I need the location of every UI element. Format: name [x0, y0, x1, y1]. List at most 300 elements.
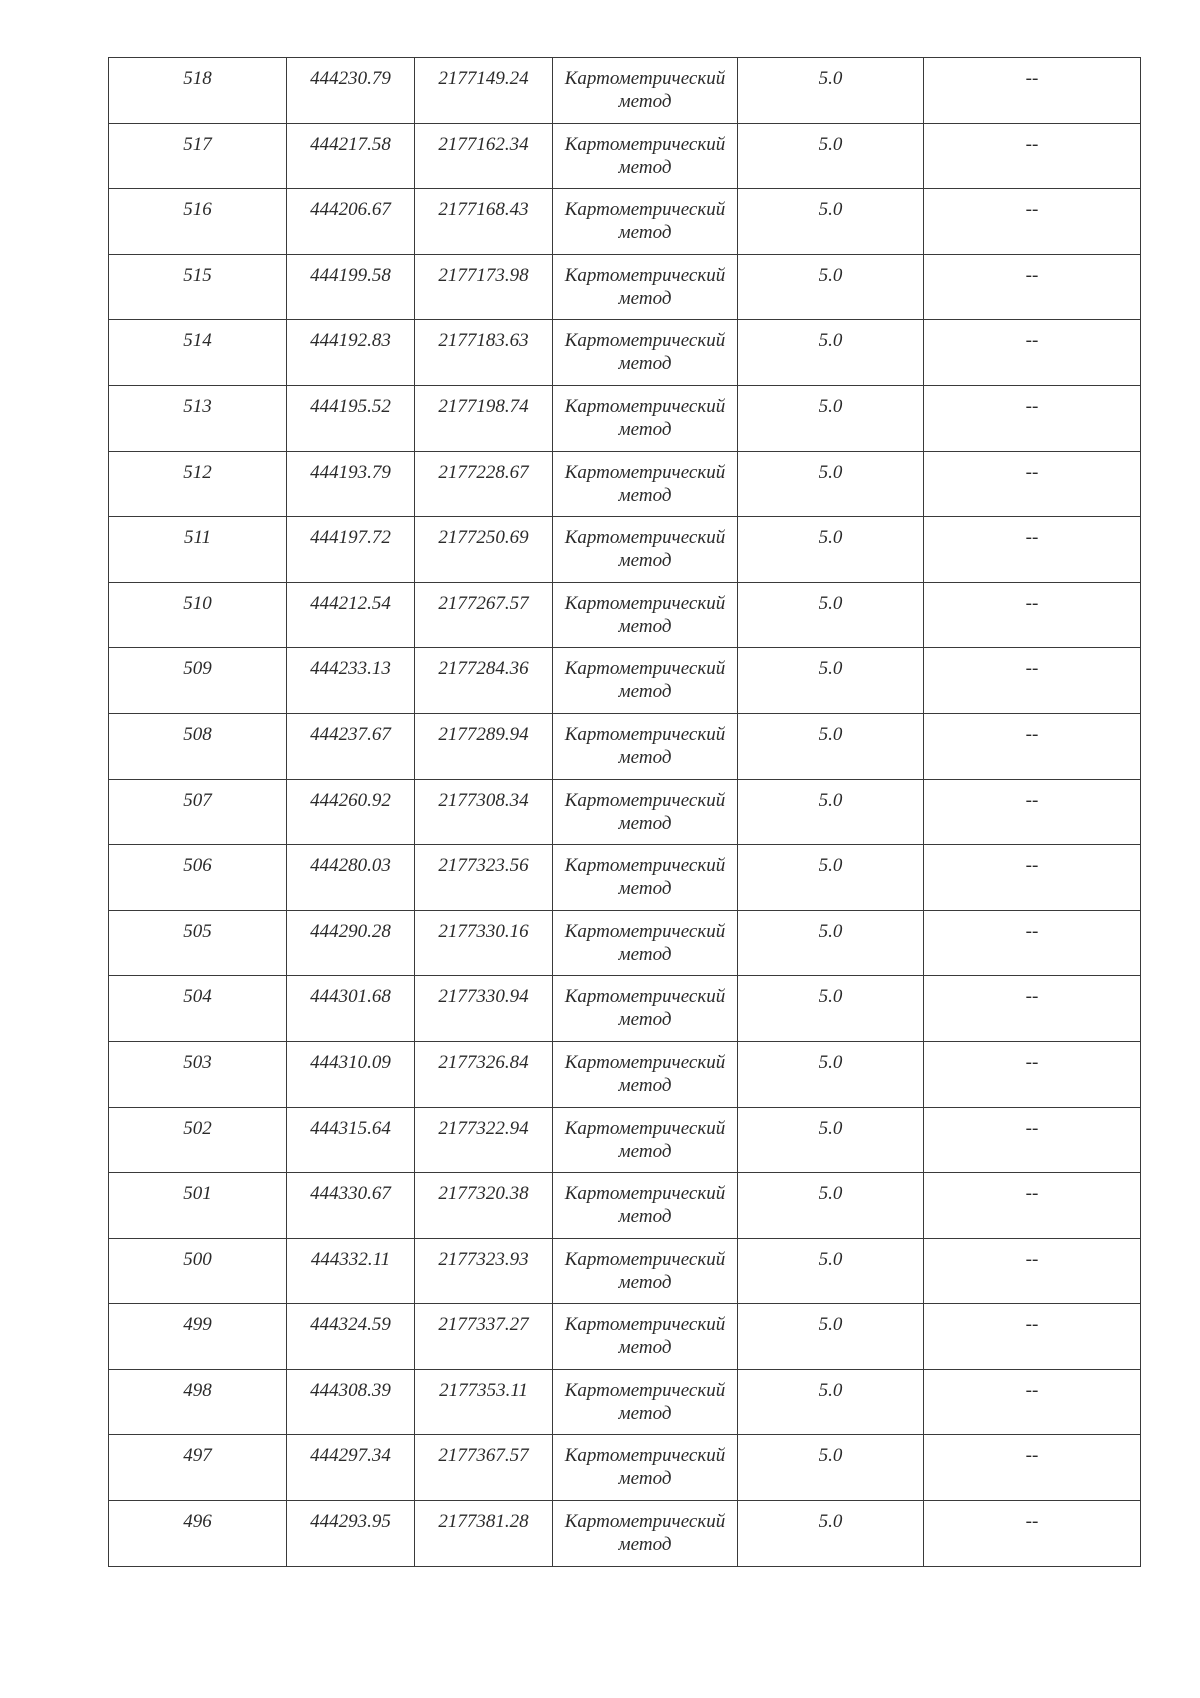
method-text [553, 1304, 737, 1359]
accuracy-cell [738, 189, 924, 255]
y-coordinate-cell [415, 58, 553, 124]
method-text [553, 386, 737, 441]
x-coordinate-cell-text: 444330.67 [310, 1183, 391, 1205]
accuracy-cell-text: 5.0 [818, 1051, 843, 1073]
point-number-cell [109, 189, 287, 255]
accuracy-cell-text: 5.0 [818, 789, 843, 811]
method-cell [553, 1501, 738, 1567]
x-coordinate-cell [287, 1369, 415, 1435]
method-text-line: метод [618, 1402, 672, 1424]
method-cell [553, 1369, 738, 1435]
point-number-cell-text: 513 [183, 395, 212, 417]
method-text-line: метод [618, 681, 672, 703]
y-coordinate-cell-text: 2177198.74 [438, 395, 529, 417]
note-cell [924, 1435, 1141, 1501]
accuracy-cell [738, 976, 924, 1042]
note-cell [924, 1107, 1141, 1173]
table-row [109, 123, 1141, 189]
method-text-line: Картометрический [564, 658, 726, 680]
accuracy-cell-text: 5.0 [818, 199, 843, 221]
y-coordinate-cell [415, 1369, 553, 1435]
point-number-cell [109, 385, 287, 451]
method-text-line: Картометрический [564, 527, 726, 549]
accuracy-cell-text: 5.0 [818, 1511, 843, 1533]
x-coordinate-cell-text: 444217.58 [310, 133, 391, 155]
point-number-cell-text: 505 [183, 920, 212, 942]
note-cell-text: -- [1025, 199, 1039, 221]
method-cell [553, 713, 738, 779]
y-coordinate-cell [415, 320, 553, 386]
note-cell [924, 254, 1141, 320]
method-text-line: Картометрический [564, 1117, 726, 1139]
table-row [109, 58, 1141, 124]
note-cell-text: -- [1025, 461, 1039, 483]
method-text [553, 320, 737, 375]
method-cell [553, 254, 738, 320]
point-number-cell-text: 508 [183, 723, 212, 745]
accuracy-cell [738, 254, 924, 320]
note-cell [924, 1304, 1141, 1370]
note-cell-text: -- [1025, 527, 1039, 549]
x-coordinate-cell-text: 444206.67 [310, 199, 391, 221]
point-number-cell-text: 517 [183, 133, 212, 155]
method-text [553, 1501, 737, 1556]
y-coordinate-cell-text: 2177228.67 [438, 461, 529, 483]
note-cell [924, 910, 1141, 976]
method-text [553, 780, 737, 835]
table-row [109, 1304, 1141, 1370]
note-cell-text: -- [1025, 658, 1039, 680]
y-coordinate-cell-text: 2177267.57 [438, 592, 529, 614]
point-number-cell-text: 499 [183, 1314, 212, 1336]
accuracy-cell [738, 517, 924, 583]
y-coordinate-cell-text: 2177168.43 [438, 199, 529, 221]
y-coordinate-cell-text: 2177353.11 [439, 1379, 528, 1401]
table-row [109, 910, 1141, 976]
note-cell-text: -- [1025, 1445, 1039, 1467]
method-text [553, 648, 737, 703]
y-coordinate-cell-text: 2177284.36 [438, 658, 529, 680]
x-coordinate-cell-text: 444297.34 [310, 1445, 391, 1467]
note-cell-text: -- [1025, 723, 1039, 745]
method-text-line: метод [618, 353, 672, 375]
method-text-line: метод [618, 550, 672, 572]
note-cell [924, 58, 1141, 124]
coordinates-table [108, 57, 1141, 1567]
note-cell [924, 1041, 1141, 1107]
method-cell [553, 1107, 738, 1173]
y-coordinate-cell-text: 2177250.69 [438, 527, 529, 549]
method-cell [553, 582, 738, 648]
point-number-cell-text: 501 [183, 1183, 212, 1205]
accuracy-cell-text: 5.0 [818, 1248, 843, 1270]
point-number-cell [109, 779, 287, 845]
point-number-cell [109, 910, 287, 976]
note-cell-text: -- [1025, 133, 1039, 155]
method-text-line: метод [618, 1009, 672, 1031]
note-cell-text: -- [1025, 264, 1039, 286]
method-cell [553, 189, 738, 255]
point-number-cell [109, 254, 287, 320]
point-number-cell [109, 845, 287, 911]
method-text-line: Картометрический [564, 1379, 726, 1401]
method-text [553, 1042, 737, 1097]
table-row [109, 582, 1141, 648]
note-cell-text: -- [1025, 920, 1039, 942]
method-text [553, 58, 737, 113]
accuracy-cell [738, 1369, 924, 1435]
table-row [109, 1435, 1141, 1501]
accuracy-cell-text: 5.0 [818, 133, 843, 155]
point-number-cell-text: 511 [183, 527, 212, 549]
method-text-line: метод [618, 1337, 672, 1359]
method-cell [553, 1041, 738, 1107]
point-number-cell [109, 1173, 287, 1239]
accuracy-cell [738, 320, 924, 386]
accuracy-cell [738, 385, 924, 451]
note-cell-text: -- [1025, 395, 1039, 417]
accuracy-cell-text: 5.0 [818, 986, 843, 1008]
method-text-line: метод [618, 746, 672, 768]
method-text-line: Картометрический [564, 461, 726, 483]
accuracy-cell [738, 1107, 924, 1173]
accuracy-cell [738, 779, 924, 845]
point-number-cell-text: 509 [183, 658, 212, 680]
method-text-line: Картометрический [564, 920, 726, 942]
table-row [109, 385, 1141, 451]
method-cell [553, 779, 738, 845]
point-number-cell [109, 1238, 287, 1304]
method-text-line: метод [618, 484, 672, 506]
method-text [553, 845, 737, 900]
method-text-line: метод [618, 1271, 672, 1293]
accuracy-cell-text: 5.0 [818, 395, 843, 417]
note-cell [924, 451, 1141, 517]
method-text-line: Картометрический [564, 855, 726, 877]
point-number-cell [109, 582, 287, 648]
note-cell [924, 582, 1141, 648]
table-row [109, 1238, 1141, 1304]
y-coordinate-cell [415, 254, 553, 320]
point-number-cell-text: 498 [183, 1379, 212, 1401]
note-cell-text: -- [1025, 1183, 1039, 1205]
method-text-line: метод [618, 156, 672, 178]
note-cell [924, 779, 1141, 845]
point-number-cell [109, 123, 287, 189]
method-text [553, 1370, 737, 1425]
method-text-line: Картометрический [564, 986, 726, 1008]
note-cell [924, 976, 1141, 1042]
accuracy-cell-text: 5.0 [818, 1183, 843, 1205]
method-cell [553, 910, 738, 976]
point-number-cell-text: 500 [183, 1248, 212, 1270]
method-text [553, 1239, 737, 1294]
method-cell [553, 58, 738, 124]
y-coordinate-cell [415, 910, 553, 976]
accuracy-cell-text: 5.0 [818, 461, 843, 483]
x-coordinate-cell [287, 648, 415, 714]
accuracy-cell-text: 5.0 [818, 855, 843, 877]
point-number-cell-text: 503 [183, 1051, 212, 1073]
y-coordinate-cell [415, 1173, 553, 1239]
table-row [109, 845, 1141, 911]
x-coordinate-cell-text: 444197.72 [310, 527, 391, 549]
method-text-line: Картометрический [564, 1314, 726, 1336]
table-row [109, 976, 1141, 1042]
accuracy-cell [738, 1501, 924, 1567]
accuracy-cell [738, 1173, 924, 1239]
method-text-line: Картометрический [564, 1445, 726, 1467]
note-cell [924, 123, 1141, 189]
x-coordinate-cell [287, 1304, 415, 1370]
y-coordinate-cell [415, 779, 553, 845]
method-cell [553, 1304, 738, 1370]
accuracy-cell [738, 648, 924, 714]
x-coordinate-cell [287, 123, 415, 189]
accuracy-cell-text: 5.0 [818, 1314, 843, 1336]
method-cell [553, 517, 738, 583]
note-cell [924, 385, 1141, 451]
x-coordinate-cell [287, 582, 415, 648]
method-cell [553, 1238, 738, 1304]
coordinates-table-body [109, 58, 1141, 1567]
y-coordinate-cell-text: 2177322.94 [438, 1117, 529, 1139]
y-coordinate-cell-text: 2177326.84 [438, 1051, 529, 1073]
method-text [553, 714, 737, 769]
accuracy-cell [738, 451, 924, 517]
accuracy-cell-text: 5.0 [818, 658, 843, 680]
method-text-line: Картометрический [564, 395, 726, 417]
table-row [109, 1041, 1141, 1107]
point-number-cell [109, 1107, 287, 1173]
method-text [553, 255, 737, 310]
method-text-line: метод [618, 1206, 672, 1228]
x-coordinate-cell [287, 517, 415, 583]
point-number-cell-text: 514 [183, 330, 212, 352]
note-cell-text: -- [1025, 1314, 1039, 1336]
table-row [109, 517, 1141, 583]
x-coordinate-cell-text: 444195.52 [310, 395, 391, 417]
method-text-line: метод [618, 1074, 672, 1096]
method-cell [553, 1173, 738, 1239]
y-coordinate-cell [415, 189, 553, 255]
method-text-line: метод [618, 287, 672, 309]
point-number-cell [109, 1041, 287, 1107]
table-row [109, 1173, 1141, 1239]
note-cell [924, 713, 1141, 779]
method-text [553, 1173, 737, 1228]
x-coordinate-cell [287, 254, 415, 320]
x-coordinate-cell [287, 713, 415, 779]
x-coordinate-cell-text: 444310.09 [310, 1051, 391, 1073]
method-text-line: Картометрический [564, 789, 726, 811]
point-number-cell-text: 510 [183, 592, 212, 614]
point-number-cell-text: 497 [183, 1445, 212, 1467]
y-coordinate-cell-text: 2177320.38 [438, 1183, 529, 1205]
note-cell-text: -- [1025, 68, 1039, 89]
y-coordinate-cell [415, 648, 553, 714]
y-coordinate-cell-text: 2177330.94 [438, 986, 529, 1008]
method-cell [553, 123, 738, 189]
point-number-cell-text: 515 [183, 264, 212, 286]
y-coordinate-cell [415, 1501, 553, 1567]
y-coordinate-cell [415, 1304, 553, 1370]
y-coordinate-cell-text: 2177381.28 [438, 1511, 529, 1533]
x-coordinate-cell-text: 444199.58 [310, 264, 391, 286]
note-cell-text: -- [1025, 855, 1039, 877]
method-text [553, 517, 737, 572]
x-coordinate-cell [287, 385, 415, 451]
note-cell [924, 1369, 1141, 1435]
x-coordinate-cell-text: 444230.79 [310, 68, 391, 89]
x-coordinate-cell-text: 444212.54 [310, 592, 391, 614]
method-cell [553, 320, 738, 386]
table-row [109, 451, 1141, 517]
table-row [109, 254, 1141, 320]
method-text [553, 583, 737, 638]
method-text-line: Картометрический [564, 1511, 726, 1533]
method-text-line: Картометрический [564, 330, 726, 352]
method-text [553, 124, 737, 179]
y-coordinate-cell-text: 2177149.24 [438, 68, 529, 89]
y-coordinate-cell [415, 451, 553, 517]
y-coordinate-cell [415, 1435, 553, 1501]
y-coordinate-cell-text: 2177323.93 [438, 1248, 529, 1270]
y-coordinate-cell [415, 1041, 553, 1107]
method-text [553, 1435, 737, 1490]
method-cell [553, 1435, 738, 1501]
accuracy-cell-text: 5.0 [818, 68, 843, 89]
x-coordinate-cell [287, 320, 415, 386]
method-cell [553, 648, 738, 714]
method-text-line: метод [618, 222, 672, 244]
method-text-line: Картометрический [564, 1248, 726, 1270]
accuracy-cell [738, 1435, 924, 1501]
x-coordinate-cell [287, 910, 415, 976]
accuracy-cell [738, 123, 924, 189]
method-cell [553, 385, 738, 451]
note-cell [924, 320, 1141, 386]
note-cell [924, 648, 1141, 714]
x-coordinate-cell-text: 444293.95 [310, 1511, 391, 1533]
method-cell [553, 845, 738, 911]
method-text [553, 911, 737, 966]
method-text [553, 452, 737, 507]
method-text-line: метод [618, 1140, 672, 1162]
point-number-cell [109, 648, 287, 714]
y-coordinate-cell [415, 123, 553, 189]
note-cell [924, 845, 1141, 911]
y-coordinate-cell [415, 582, 553, 648]
note-cell-text: -- [1025, 1379, 1039, 1401]
accuracy-cell [738, 1304, 924, 1370]
x-coordinate-cell-text: 444233.13 [310, 658, 391, 680]
method-text-line: метод [618, 418, 672, 440]
note-cell-text: -- [1025, 1051, 1039, 1073]
point-number-cell-text: 504 [183, 986, 212, 1008]
method-cell [553, 976, 738, 1042]
point-number-cell-text: 516 [183, 199, 212, 221]
note-cell [924, 1501, 1141, 1567]
accuracy-cell [738, 58, 924, 124]
x-coordinate-cell-text: 444192.83 [310, 330, 391, 352]
x-coordinate-cell-text: 444237.67 [310, 723, 391, 745]
point-number-cell [109, 58, 287, 124]
method-text [553, 189, 737, 244]
table-row [109, 648, 1141, 714]
accuracy-cell [738, 845, 924, 911]
y-coordinate-cell [415, 1107, 553, 1173]
method-text-line: метод [618, 812, 672, 834]
method-text-line: Картометрический [564, 1183, 726, 1205]
y-coordinate-cell-text: 2177323.56 [438, 855, 529, 877]
x-coordinate-cell [287, 1238, 415, 1304]
x-coordinate-cell [287, 779, 415, 845]
accuracy-cell-text: 5.0 [818, 1445, 843, 1467]
method-text [553, 976, 737, 1031]
method-text [553, 1108, 737, 1163]
accuracy-cell-text: 5.0 [818, 264, 843, 286]
point-number-cell [109, 1369, 287, 1435]
accuracy-cell [738, 713, 924, 779]
method-text-line: Картометрический [564, 199, 726, 221]
point-number-cell [109, 1304, 287, 1370]
table-row [109, 779, 1141, 845]
point-number-cell [109, 320, 287, 386]
accuracy-cell-text: 5.0 [818, 920, 843, 942]
method-text-line: метод [618, 615, 672, 637]
note-cell [924, 189, 1141, 255]
accuracy-cell-text: 5.0 [818, 723, 843, 745]
point-number-cell-text: 507 [183, 789, 212, 811]
x-coordinate-cell-text: 444301.68 [310, 986, 391, 1008]
method-text-line: Картометрический [564, 264, 726, 286]
x-coordinate-cell [287, 1173, 415, 1239]
note-cell-text: -- [1025, 592, 1039, 614]
method-cell [553, 451, 738, 517]
x-coordinate-cell-text: 444315.64 [310, 1117, 391, 1139]
x-coordinate-cell-text: 444193.79 [310, 461, 391, 483]
method-text-line: Картометрический [564, 133, 726, 155]
point-number-cell-text: 502 [183, 1117, 212, 1139]
y-coordinate-cell-text: 2177337.27 [438, 1314, 529, 1336]
point-number-cell-text: 512 [183, 461, 212, 483]
y-coordinate-cell-text: 2177289.94 [438, 723, 529, 745]
x-coordinate-cell [287, 1107, 415, 1173]
table-row [109, 1501, 1141, 1567]
y-coordinate-cell [415, 845, 553, 911]
x-coordinate-cell [287, 976, 415, 1042]
method-text-line: Картометрический [564, 592, 726, 614]
y-coordinate-cell-text: 2177162.34 [438, 133, 529, 155]
note-cell-text: -- [1025, 1248, 1039, 1270]
accuracy-cell-text: 5.0 [818, 592, 843, 614]
note-cell [924, 1238, 1141, 1304]
table-row [109, 1369, 1141, 1435]
table-row [109, 320, 1141, 386]
method-text-line: Картометрический [564, 1051, 726, 1073]
accuracy-cell-text: 5.0 [818, 1379, 843, 1401]
x-coordinate-cell [287, 1041, 415, 1107]
y-coordinate-cell-text: 2177183.63 [438, 330, 529, 352]
point-number-cell-text: 518 [183, 68, 212, 89]
accuracy-cell-text: 5.0 [818, 527, 843, 549]
table-row [109, 713, 1141, 779]
point-number-cell [109, 517, 287, 583]
y-coordinate-cell-text: 2177330.16 [438, 920, 529, 942]
x-coordinate-cell [287, 1501, 415, 1567]
x-coordinate-cell-text: 444260.92 [310, 789, 391, 811]
